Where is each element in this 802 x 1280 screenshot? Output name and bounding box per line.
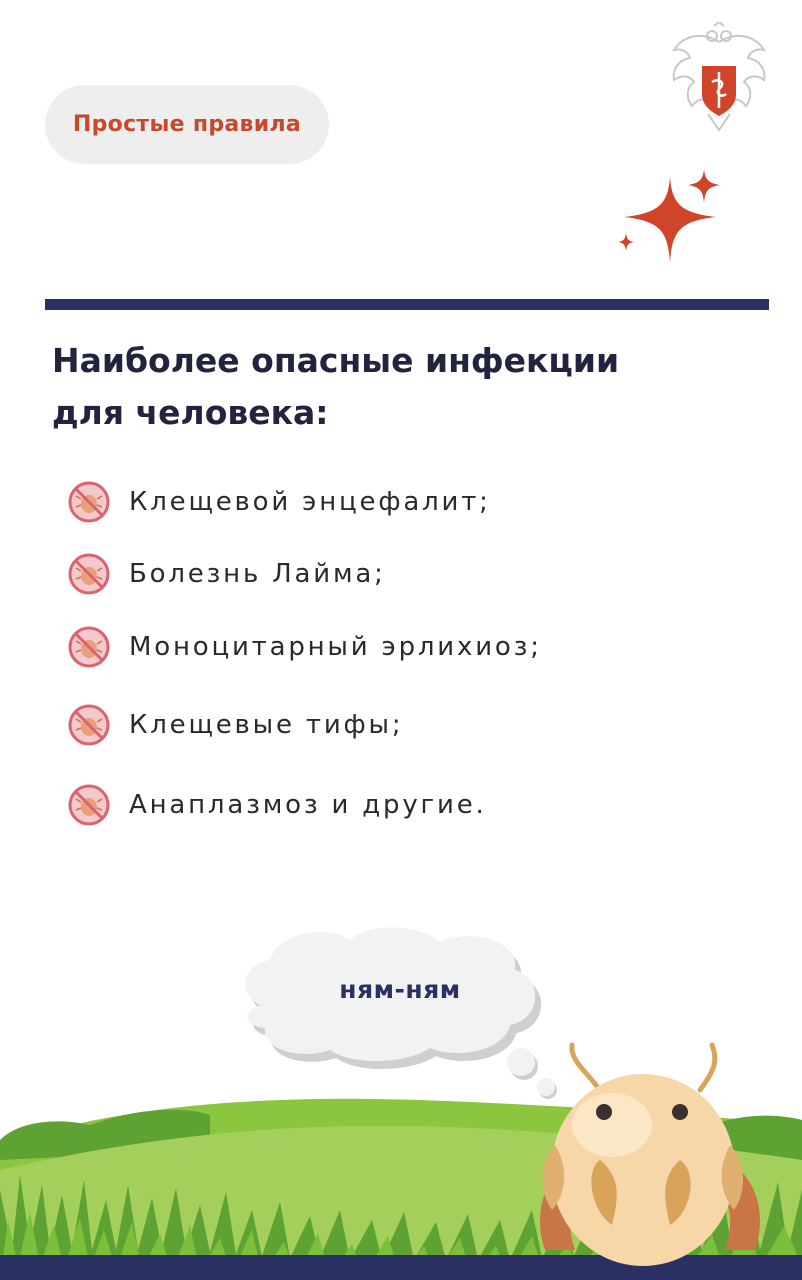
list-item (68, 703, 403, 747)
crossed-tick-icon (68, 704, 110, 746)
list-item (68, 783, 487, 827)
list-item (68, 552, 386, 596)
ministry-emblem-icon (664, 22, 774, 137)
meadow-illustration (0, 920, 802, 1280)
header-badge-label: Простые правила (72, 112, 302, 137)
crossed-tick-icon (68, 784, 110, 826)
list-item (68, 625, 542, 669)
list-item-label: Клещевые тифы; (129, 710, 404, 740)
list-item-label: Болезнь Лайма; (129, 559, 386, 589)
header-badge (45, 85, 329, 164)
page-title (52, 335, 752, 439)
crossed-tick-icon (68, 553, 110, 595)
list-item-label: Моноцитарный эрлихиоз; (129, 632, 542, 662)
crossed-tick-icon (68, 626, 110, 668)
thought-bubble-text: ням-ням (339, 975, 461, 1004)
list-item (68, 480, 491, 524)
list-item-label: Клещевой энцефалит; (129, 487, 491, 517)
thought-bubble (245, 927, 557, 1099)
crossed-tick-icon (68, 481, 110, 523)
title-line-2: для человека: (52, 393, 329, 432)
sparkles-icon (610, 165, 730, 275)
section-divider (45, 299, 769, 310)
title-line-1: Наиболее опасные инфекции (52, 341, 620, 380)
list-item-label: Анаплазмоз и другие. (129, 790, 487, 820)
